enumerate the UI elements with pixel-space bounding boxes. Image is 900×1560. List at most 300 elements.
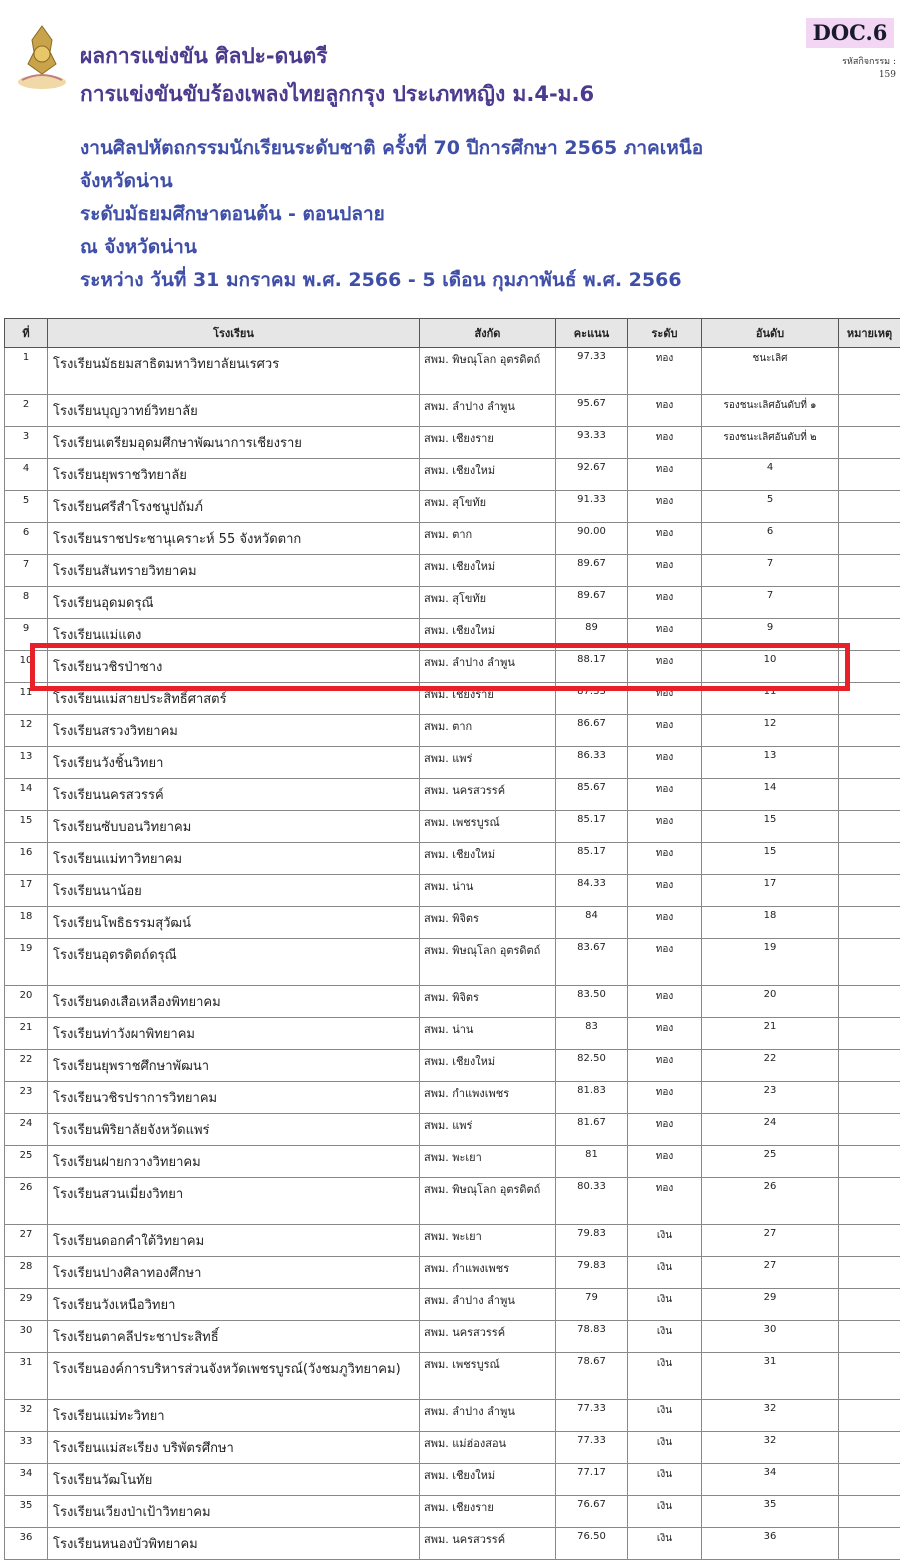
cell-medal: ทอง — [628, 715, 702, 747]
cell-medal: เงิน — [628, 1257, 702, 1289]
cell-area: สพม. เชียงราย — [420, 427, 556, 459]
table-row — [5, 587, 900, 619]
cell-medal: ทอง — [628, 986, 702, 1018]
cell-school: โรงเรียนแม่แตง — [48, 619, 420, 651]
results-table — [4, 318, 900, 1560]
cell-note — [839, 779, 900, 811]
cell-area: สพม. ลำปาง ลำพูน — [420, 1289, 556, 1321]
cell-score: 78.67 — [556, 1353, 628, 1400]
table-row — [5, 555, 900, 587]
cell-rank: 26 — [702, 1178, 839, 1225]
cell-area: สพม. ตาก — [420, 715, 556, 747]
cell-score: 83.67 — [556, 939, 628, 986]
cell-medal: เงิน — [628, 1225, 702, 1257]
cell-no: 29 — [5, 1289, 48, 1321]
table-row — [5, 811, 900, 843]
cell-no: 16 — [5, 843, 48, 875]
cell-no: 22 — [5, 1050, 48, 1082]
cell-score: 87.33 — [556, 683, 628, 715]
event-line: งานศิลปหัตถกรรมนักเรียนระดับชาติ ครั้งที่ 70 ปีการศึกษา 2565 ภาคเหนือ — [80, 133, 703, 163]
table-row — [5, 523, 900, 555]
cell-medal: ทอง — [628, 491, 702, 523]
cell-rank: 27 — [702, 1225, 839, 1257]
cell-note — [839, 986, 900, 1018]
cell-school: โรงเรียนตาคลีประชาประสิทธิ์ — [48, 1321, 420, 1353]
cell-area: สพม. เชียงราย — [420, 1496, 556, 1528]
cell-rank: 24 — [702, 1114, 839, 1146]
table-header-row — [5, 319, 900, 348]
activity-code-value: 159 — [812, 69, 896, 82]
cell-rank: 13 — [702, 747, 839, 779]
cell-area: สพม. นครสวรรค์ — [420, 1321, 556, 1353]
table-row — [5, 395, 900, 427]
cell-medal: ทอง — [628, 683, 702, 715]
cell-score: 79.83 — [556, 1257, 628, 1289]
cell-score: 84.33 — [556, 875, 628, 907]
table-row — [5, 1114, 900, 1146]
cell-note — [839, 555, 900, 587]
cell-note — [839, 395, 900, 427]
cell-note — [839, 907, 900, 939]
cell-no: 8 — [5, 587, 48, 619]
cell-score: 81 — [556, 1146, 628, 1178]
cell-note — [839, 1114, 900, 1146]
cell-rank: 23 — [702, 1082, 839, 1114]
cell-rank: 21 — [702, 1018, 839, 1050]
table-row — [5, 427, 900, 459]
cell-medal: ทอง — [628, 907, 702, 939]
cell-no: 31 — [5, 1353, 48, 1400]
cell-rank: 30 — [702, 1321, 839, 1353]
cell-medal: ทอง — [628, 427, 702, 459]
header-note: หมายเหตุ — [839, 319, 900, 348]
cell-no: 6 — [5, 523, 48, 555]
cell-no: 27 — [5, 1225, 48, 1257]
cell-medal: เงิน — [628, 1353, 702, 1400]
table-row — [5, 1400, 900, 1432]
cell-school: โรงเรียนราชประชานุเคราะห์ 55 จังหวัดตาก — [48, 523, 420, 555]
results-table-wrapper — [4, 318, 900, 1560]
cell-school: โรงเรียนสันทรายวิทยาคม — [48, 555, 420, 587]
cell-medal: ทอง — [628, 459, 702, 491]
cell-area: สพม. นครสวรรค์ — [420, 779, 556, 811]
cell-note — [839, 811, 900, 843]
cell-score: 90.00 — [556, 523, 628, 555]
cell-score: 86.33 — [556, 747, 628, 779]
table-row — [5, 843, 900, 875]
cell-score: 97.33 — [556, 348, 628, 395]
cell-medal: ทอง — [628, 843, 702, 875]
cell-school: โรงเรียนยุพราชวิทยาลัย — [48, 459, 420, 491]
cell-note — [839, 587, 900, 619]
cell-school: โรงเรียนหนองบัวพิทยาคม — [48, 1528, 420, 1560]
cell-score: 79 — [556, 1289, 628, 1321]
cell-note — [839, 1464, 900, 1496]
cell-no: 36 — [5, 1528, 48, 1560]
cell-note — [839, 523, 900, 555]
cell-school: โรงเรียนวังเหนือวิทยา — [48, 1289, 420, 1321]
header-school: โรงเรียน — [48, 319, 420, 348]
cell-area: สพม. นครสวรรค์ — [420, 1528, 556, 1560]
cell-note — [839, 843, 900, 875]
cell-rank: 25 — [702, 1146, 839, 1178]
cell-school: โรงเรียนปางศิลาทองศึกษา — [48, 1257, 420, 1289]
cell-area: สพม. พะเยา — [420, 1225, 556, 1257]
cell-rank: 14 — [702, 779, 839, 811]
cell-note — [839, 1400, 900, 1432]
cell-rank: รองชนะเลิศอันดับที่ ๑ — [702, 395, 839, 427]
table-row — [5, 1496, 900, 1528]
cell-rank: 27 — [702, 1257, 839, 1289]
cell-medal: ทอง — [628, 555, 702, 587]
cell-area: สพม. น่าน — [420, 1018, 556, 1050]
province-line: จังหวัดน่าน — [80, 166, 173, 196]
cell-school: โรงเรียนแม่ทาวิทยาคม — [48, 843, 420, 875]
cell-note — [839, 1082, 900, 1114]
table-row — [5, 907, 900, 939]
cell-no: 4 — [5, 459, 48, 491]
cell-rank: 4 — [702, 459, 839, 491]
cell-score: 77.33 — [556, 1432, 628, 1464]
cell-score: 91.33 — [556, 491, 628, 523]
cell-school: โรงเรียนซับบอนวิทยาคม — [48, 811, 420, 843]
cell-no: 17 — [5, 875, 48, 907]
cell-score: 88.17 — [556, 651, 628, 683]
cell-school: โรงเรียนบุญวาทย์วิทยาลัย — [48, 395, 420, 427]
header-area: สังกัด — [420, 319, 556, 348]
cell-medal: เงิน — [628, 1432, 702, 1464]
cell-school: โรงเรียนเตรียมอุดมศึกษาพัฒนาการเชียงราย — [48, 427, 420, 459]
cell-school: โรงเรียนฝายกวางวิทยาคม — [48, 1146, 420, 1178]
cell-no: 30 — [5, 1321, 48, 1353]
cell-rank: 19 — [702, 939, 839, 986]
cell-score: 89.67 — [556, 555, 628, 587]
cell-school: โรงเรียนองค์การบริหารส่วนจังหวัดเพชรบูรณ์(วังชมภูวิทยาคม) — [48, 1353, 420, 1400]
cell-area: สพม. เชียงใหม่ — [420, 1050, 556, 1082]
table-row — [5, 779, 900, 811]
cell-school: โรงเรียนสวนเมี่ยงวิทยา — [48, 1178, 420, 1225]
cell-area: สพม. แพร่ — [420, 747, 556, 779]
cell-note — [839, 348, 900, 395]
cell-area: สพม. เชียงราย — [420, 683, 556, 715]
cell-area: สพม. น่าน — [420, 875, 556, 907]
header-no: ที่ — [5, 319, 48, 348]
cell-area: สพม. เชียงใหม่ — [420, 459, 556, 491]
cell-note — [839, 1146, 900, 1178]
cell-area: สพม. เชียงใหม่ — [420, 619, 556, 651]
cell-no: 18 — [5, 907, 48, 939]
cell-no: 25 — [5, 1146, 48, 1178]
cell-medal: เงิน — [628, 1464, 702, 1496]
cell-score: 82.50 — [556, 1050, 628, 1082]
cell-no: 35 — [5, 1496, 48, 1528]
cell-school: โรงเรียนวชิรป่าซาง — [48, 651, 420, 683]
cell-rank: 22 — [702, 1050, 839, 1082]
table-row — [5, 1082, 900, 1114]
cell-school: โรงเรียนอุตรดิตถ์ดรุณี — [48, 939, 420, 986]
cell-score: 83.50 — [556, 986, 628, 1018]
cell-school: โรงเรียนวชิรปราการวิทยาคม — [48, 1082, 420, 1114]
cell-note — [839, 1257, 900, 1289]
cell-score: 89 — [556, 619, 628, 651]
cell-no: 19 — [5, 939, 48, 986]
table-row — [5, 715, 900, 747]
cell-no: 24 — [5, 1114, 48, 1146]
cell-rank: 10 — [702, 651, 839, 683]
cell-school: โรงเรียนสรวงวิทยาคม — [48, 715, 420, 747]
table-row — [5, 939, 900, 986]
cell-note — [839, 939, 900, 986]
cell-area: สพม. พิจิตร — [420, 986, 556, 1018]
cell-area: สพม. เชียงใหม่ — [420, 1464, 556, 1496]
cell-rank: 31 — [702, 1353, 839, 1400]
cell-score: 76.50 — [556, 1528, 628, 1560]
cell-school: โรงเรียนดอกคำใต้วิทยาคม — [48, 1225, 420, 1257]
cell-rank: 6 — [702, 523, 839, 555]
competition-title: การแข่งขันขับร้องเพลงไทยลูกกรุง ประเภทหญิง ม.4-ม.6 — [80, 78, 594, 111]
cell-score: 77.33 — [556, 1400, 628, 1432]
cell-score: 92.67 — [556, 459, 628, 491]
cell-rank: 5 — [702, 491, 839, 523]
cell-area: สพม. แพร่ — [420, 1114, 556, 1146]
cell-rank: 7 — [702, 555, 839, 587]
cell-school: โรงเรียนพิริยาลัยจังหวัดแพร่ — [48, 1114, 420, 1146]
cell-score: 93.33 — [556, 427, 628, 459]
cell-medal: เงิน — [628, 1321, 702, 1353]
cell-medal: ทอง — [628, 348, 702, 395]
table-row — [5, 1018, 900, 1050]
header-rank: อันดับ — [702, 319, 839, 348]
cell-school: โรงเรียนท่าวังผาพิทยาคม — [48, 1018, 420, 1050]
obec-emblem-logo — [16, 22, 68, 94]
cell-no: 28 — [5, 1257, 48, 1289]
cell-medal: ทอง — [628, 523, 702, 555]
cell-medal: ทอง — [628, 1114, 702, 1146]
cell-no: 32 — [5, 1400, 48, 1432]
table-row — [5, 986, 900, 1018]
cell-school: โรงเรียนมัธยมสาธิตมหาวิทยาลัยนเรศวร — [48, 348, 420, 395]
cell-area: สพม. เพชรบูรณ์ — [420, 811, 556, 843]
cell-medal: เงิน — [628, 1289, 702, 1321]
cell-no: 34 — [5, 1464, 48, 1496]
cell-medal: ทอง — [628, 651, 702, 683]
cell-medal: ทอง — [628, 1082, 702, 1114]
cell-area: สพม. เพชรบูรณ์ — [420, 1353, 556, 1400]
activity-code — [812, 56, 896, 82]
cell-medal: ทอง — [628, 1146, 702, 1178]
table-row — [5, 1257, 900, 1289]
cell-medal: ทอง — [628, 811, 702, 843]
cell-school: โรงเรียนอุดมดรุณี — [48, 587, 420, 619]
table-row — [5, 747, 900, 779]
cell-area: สพม. กำแพงเพชร — [420, 1257, 556, 1289]
cell-medal: ทอง — [628, 875, 702, 907]
cell-note — [839, 747, 900, 779]
cell-school: โรงเรียนวังชิ้นวิทยา — [48, 747, 420, 779]
cell-score: 84 — [556, 907, 628, 939]
cell-rank: 18 — [702, 907, 839, 939]
cell-rank: 35 — [702, 1496, 839, 1528]
cell-score: 80.33 — [556, 1178, 628, 1225]
cell-note — [839, 1289, 900, 1321]
table-row — [5, 875, 900, 907]
cell-no: 26 — [5, 1178, 48, 1225]
cell-medal: ทอง — [628, 1050, 702, 1082]
cell-area: สพม. เชียงใหม่ — [420, 843, 556, 875]
cell-rank: 20 — [702, 986, 839, 1018]
cell-note — [839, 1018, 900, 1050]
cell-score: 78.83 — [556, 1321, 628, 1353]
cell-score: 76.67 — [556, 1496, 628, 1528]
cell-no: 9 — [5, 619, 48, 651]
table-row — [5, 1464, 900, 1496]
level-line: ระดับมัธยมศึกษาตอนต้น - ตอนปลาย — [80, 199, 385, 229]
cell-no: 11 — [5, 683, 48, 715]
cell-score: 95.67 — [556, 395, 628, 427]
cell-note — [839, 1050, 900, 1082]
cell-rank: 29 — [702, 1289, 839, 1321]
cell-rank: 11 — [702, 683, 839, 715]
cell-area: สพม. พะเยา — [420, 1146, 556, 1178]
cell-no: 23 — [5, 1082, 48, 1114]
cell-rank: 12 — [702, 715, 839, 747]
highlight-box — [30, 643, 850, 691]
cell-note — [839, 1432, 900, 1464]
cell-medal: ทอง — [628, 395, 702, 427]
cell-school: โรงเรียนนครสวรรค์ — [48, 779, 420, 811]
cell-medal: ทอง — [628, 1178, 702, 1225]
cell-rank: 9 — [702, 619, 839, 651]
cell-no: 33 — [5, 1432, 48, 1464]
table-row — [5, 1289, 900, 1321]
cell-area: สพม. สุโขทัย — [420, 491, 556, 523]
cell-area: สพม. ลำปาง ลำพูน — [420, 651, 556, 683]
header-score: คะแนน — [556, 319, 628, 348]
cell-rank: 32 — [702, 1432, 839, 1464]
cell-school: โรงเรียนโพธิธรรมสุวัฒน์ — [48, 907, 420, 939]
cell-rank: 36 — [702, 1528, 839, 1560]
cell-rank: 34 — [702, 1464, 839, 1496]
doc-code-badge: DOC.6 — [806, 18, 894, 48]
table-row — [5, 348, 900, 395]
cell-area: สพม. กำแพงเพชร — [420, 1082, 556, 1114]
cell-score: 81.83 — [556, 1082, 628, 1114]
cell-score: 85.67 — [556, 779, 628, 811]
cell-score: 86.67 — [556, 715, 628, 747]
cell-note — [839, 1178, 900, 1225]
cell-no: 2 — [5, 395, 48, 427]
cell-no: 20 — [5, 986, 48, 1018]
cell-school: โรงเรียนแม่ทะวิทยา — [48, 1400, 420, 1432]
cell-school: โรงเรียนดงเสือเหลืองพิทยาคม — [48, 986, 420, 1018]
table-row — [5, 1146, 900, 1178]
venue-line: ณ จังหวัดน่าน — [80, 232, 197, 262]
cell-area: สพม. พิษณุโลก อุตรดิตถ์ — [420, 348, 556, 395]
cell-school: โรงเรียนเวียงป่าเป้าวิทยาคม — [48, 1496, 420, 1528]
page-title: ผลการแข่งขัน ศิลปะ-ดนตรี — [80, 40, 328, 73]
cell-area: สพม. เชียงใหม่ — [420, 555, 556, 587]
cell-school: โรงเรียนยุพราชศึกษาพัฒนา — [48, 1050, 420, 1082]
cell-score: 77.17 — [556, 1464, 628, 1496]
cell-medal: ทอง — [628, 587, 702, 619]
cell-school: โรงเรียนแม่สะเรียง บริพัตรศึกษา — [48, 1432, 420, 1464]
cell-no: 5 — [5, 491, 48, 523]
cell-medal: ทอง — [628, 747, 702, 779]
table-row — [5, 1321, 900, 1353]
date-line: ระหว่าง วันที่ 31 มกราคม พ.ศ. 2566 - 5 เดือน กุมภาพันธ์ พ.ศ. 2566 — [80, 265, 682, 295]
cell-score: 81.67 — [556, 1114, 628, 1146]
cell-no: 7 — [5, 555, 48, 587]
cell-area: สพม. พิษณุโลก อุตรดิตถ์ — [420, 1178, 556, 1225]
table-row — [5, 1353, 900, 1400]
table-row — [5, 459, 900, 491]
cell-area: สพม. พิษณุโลก อุตรดิตถ์ — [420, 939, 556, 986]
cell-rank: 17 — [702, 875, 839, 907]
table-row — [5, 1178, 900, 1225]
cell-medal: เงิน — [628, 1496, 702, 1528]
cell-no: 15 — [5, 811, 48, 843]
cell-area: สพม. ลำปาง ลำพูน — [420, 395, 556, 427]
cell-note — [839, 491, 900, 523]
cell-area: สพม. พิจิตร — [420, 907, 556, 939]
cell-note — [839, 459, 900, 491]
activity-code-label: รหัสกิจกรรม : — [812, 56, 896, 69]
table-row — [5, 491, 900, 523]
header-medal: ระดับ — [628, 319, 702, 348]
cell-note — [839, 1496, 900, 1528]
table-body — [5, 348, 900, 1560]
cell-rank: 15 — [702, 843, 839, 875]
cell-medal: ทอง — [628, 1018, 702, 1050]
cell-medal: ทอง — [628, 939, 702, 986]
cell-rank: รองชนะเลิศอันดับที่ ๒ — [702, 427, 839, 459]
cell-area: สพม. แม่ฮ่องสอน — [420, 1432, 556, 1464]
cell-note — [839, 715, 900, 747]
cell-note — [839, 427, 900, 459]
cell-school: โรงเรียนนาน้อย — [48, 875, 420, 907]
cell-note — [839, 1321, 900, 1353]
cell-no: 13 — [5, 747, 48, 779]
cell-note — [839, 875, 900, 907]
cell-school: โรงเรียนแม่สายประสิทธิ์ศาสตร์ — [48, 683, 420, 715]
cell-no: 10 — [5, 651, 48, 683]
cell-score: 79.83 — [556, 1225, 628, 1257]
cell-note — [839, 1225, 900, 1257]
cell-area: สพม. สุโขทัย — [420, 587, 556, 619]
cell-rank: ชนะเลิศ — [702, 348, 839, 395]
cell-score: 85.17 — [556, 811, 628, 843]
cell-score: 89.67 — [556, 587, 628, 619]
cell-school: โรงเรียนวัฒโนทัย — [48, 1464, 420, 1496]
cell-area: สพม. ลำปาง ลำพูน — [420, 1400, 556, 1432]
cell-rank: 15 — [702, 811, 839, 843]
cell-score: 85.17 — [556, 843, 628, 875]
cell-medal: ทอง — [628, 619, 702, 651]
table-row — [5, 1050, 900, 1082]
cell-no: 1 — [5, 348, 48, 395]
cell-no: 12 — [5, 715, 48, 747]
cell-score: 83 — [556, 1018, 628, 1050]
cell-rank: 7 — [702, 587, 839, 619]
cell-medal: ทอง — [628, 779, 702, 811]
cell-no: 21 — [5, 1018, 48, 1050]
cell-no: 14 — [5, 779, 48, 811]
cell-school: โรงเรียนศรีสำโรงชนูปถัมภ์ — [48, 491, 420, 523]
cell-area: สพม. ตาก — [420, 523, 556, 555]
cell-note — [839, 1353, 900, 1400]
cell-medal: เงิน — [628, 1528, 702, 1560]
table-row — [5, 1432, 900, 1464]
